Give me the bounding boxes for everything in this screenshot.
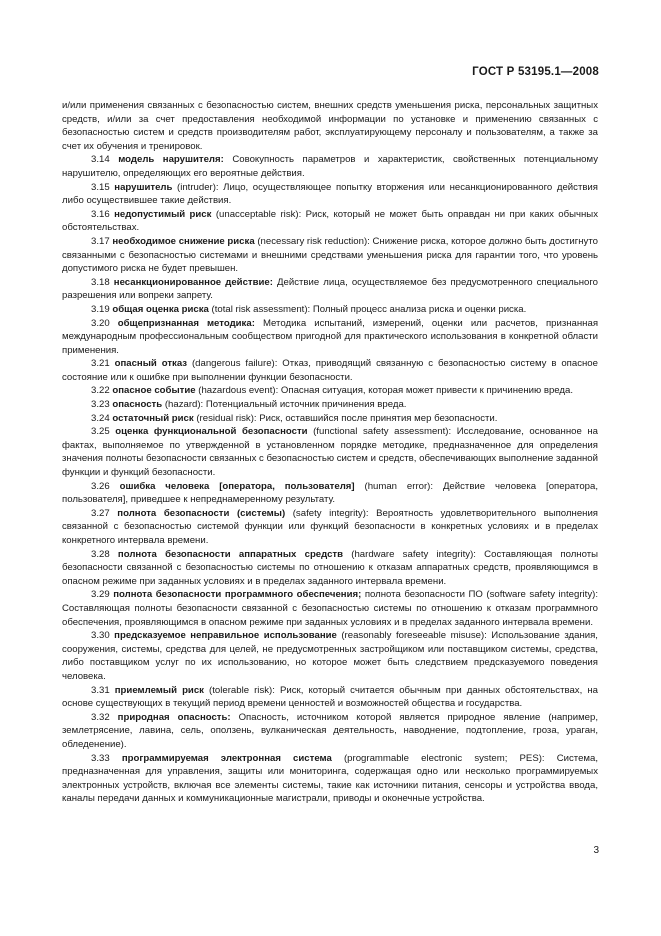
definition-term: полнота безопасности программного обеспечения;	[113, 589, 362, 601]
definition-number: 3.27	[91, 507, 110, 519]
definition-text: (necessary risk reduction): Снижение риска, которое должно быть достигнуто связанными с безопасностью системами и внешними средствами уменьшения риска для гарантии того, что уровень допустимого риска не будет превышен.	[62, 235, 598, 275]
definition-item	[62, 507, 598, 548]
definition-item	[62, 235, 598, 276]
definition-term: остаточный риск	[112, 412, 194, 424]
definition-item	[62, 412, 598, 426]
definition-text: (total risk assessment): Полный процесс анализа риска и оценки риска.	[208, 303, 527, 315]
definition-item	[62, 752, 598, 806]
definition-text: (unacceptable risk): Риск, который не может быть оправдан ни при каких обычных обстоятельствах.	[62, 208, 598, 234]
definition-text: (hardware safety integrity): Составляющая полноты безопасности связанной с безопасностью системы по отношению к отказам аппаратных средств, проявляющимся в опасном режиме при заданных условиях и в пределах заданного интервала времени.	[62, 548, 599, 587]
definition-text: (programmable electronic system; PES): Система, предназначенная для управления, защиты или мониторинга, содержащая одно или несколько программируемых электронных устройств, включая все элементы системы, такие как источники питания, сенсоры и устройства ввода, каналы передачи данных и коммуникационные магистрали, приводы и оконечные устройства.	[62, 752, 599, 805]
document-body	[62, 99, 598, 806]
definition-number: 3.25	[91, 426, 110, 438]
definition-number: 3.31	[91, 684, 110, 696]
definition-term: приемлемый риск	[114, 684, 204, 696]
definition-item	[62, 684, 598, 711]
definition-term: необходимое снижение риска	[112, 235, 255, 247]
definition-term: ошибка человека [оператора, пользователя]	[119, 480, 355, 492]
definition-item	[62, 384, 598, 398]
definition-text: (reasonably foreseeable misuse): Использование здания, сооружения, системы, средства для целей, не предусмотренных застройщиком или поставщиком системы, средства, либо поставщиком услуг по их использованию, но которое может быть следствием предсказуемого поведения человека.	[62, 630, 598, 682]
definition-term: общая оценка риска	[112, 303, 209, 315]
definition-item	[62, 181, 598, 208]
definition-number: 3.20	[91, 317, 110, 329]
definition-term: недопустимый риск	[114, 208, 212, 220]
intro-paragraph: и/или применения связанных с безопасностью систем, внешних средств уменьшения риска, персональных защитных средств, и/или за счет предоставления необходимой информации по установке и применению связанных с безопасностью систем и средств производителям работ, эксплуатирующему персоналу и пользователям, а также за счет их обучения и тренировок.	[62, 100, 598, 152]
definition-number: 3.32	[91, 711, 110, 723]
definition-item	[62, 303, 598, 317]
definition-text: (intruder): Лицо, осуществляющее попытку вторжения или несанкционированного действия либо осуществившее такие действия.	[62, 181, 598, 207]
definition-text: (human error): Действие человека [оператора, пользователя], приведшее к непреднамеренному результату.	[62, 480, 598, 506]
definition-term: опасное событие	[112, 385, 196, 397]
definition-number: 3.21	[91, 358, 110, 370]
definition-number: 3.29	[91, 589, 110, 601]
definition-text: (functional safety assessment): Исследование, основанное на фактах, выполняемое по утвержденной в установленном порядке методике, предназначенное для определения значения полноты безопасности связанных с безопасностью систем и средств, обеспечивающих выполнение заданной функции и функций безопасности.	[62, 426, 598, 479]
definition-text: Совокупность параметров и характеристик, свойственных потенциальному нарушителю, определяющих его вероятные действия.	[62, 154, 598, 179]
definition-item	[62, 208, 598, 235]
definition-number: 3.14	[91, 154, 110, 166]
definition-number: 3.17	[91, 235, 110, 247]
definition-text: (dangerous failure): Отказ, приводящий связанную с безопасностью систему в опасное состояние или к ошибке при выполнении функции безопасности.	[62, 358, 598, 383]
definition-item	[62, 153, 598, 180]
definition-number: 3.28	[91, 548, 110, 560]
definition-term: опасный отказ	[114, 358, 188, 370]
definition-text: (hazardous event): Опасная ситуация, которая может привести к причинению вреда.	[195, 385, 574, 397]
definition-term: общепризнанная методика:	[117, 317, 255, 329]
definition-item	[62, 398, 598, 412]
definition-term: природная опасность:	[117, 711, 231, 723]
definition-text: (safety integrity): Вероятность удовлетворительного выполнения связанной с безопасностью системой функции или функций безопасности в конкретных условиях и в пределах конкретного интервала времени.	[62, 507, 599, 546]
definition-item	[62, 425, 598, 479]
definition-item	[62, 317, 598, 358]
definition-term: полнота безопасности (системы)	[117, 507, 286, 519]
definition-term: оценка функциональной безопасности	[115, 426, 308, 438]
definition-item	[62, 276, 598, 303]
definition-text: (hazard): Потенциальный источник причинения вреда.	[162, 399, 407, 411]
definition-number: 3.18	[91, 276, 110, 288]
definition-text: Действие лица, осуществляемое без предусмотренного специального разрешения или вопреки запрету.	[62, 276, 599, 302]
definition-number: 3.24	[91, 412, 110, 424]
definition-number: 3.23	[91, 399, 110, 411]
definition-number: 3.26	[91, 480, 110, 492]
definition-term: предсказуемое неправильное использование	[114, 630, 337, 642]
definition-number: 3.30	[91, 630, 110, 642]
definition-number: 3.15	[91, 181, 110, 193]
definition-text: полнота безопасности ПО (software safety integrity): Составляющая полноты безопасности связанной с безопасностью системы по отношению к отказам программного обеспечения, проявляющимся в опасном режиме при заданных условиях и в пределах заданного интервала времени.	[62, 589, 599, 628]
definition-text: (tolerable risk): Риск, который считается обычным при данных обстоятельствах, на основе существующих в текущий период времени ценностей и возможностей общества и государства.	[62, 684, 598, 710]
definition-number: 3.33	[91, 752, 110, 764]
page-number: 3	[593, 845, 599, 856]
definition-number: 3.19	[91, 303, 110, 315]
definition-term: несанкционированное действие:	[113, 276, 273, 288]
definition-text: Методика испытаний, измерений, оценки или расчетов, признанная международным профессиональным сообществом пригодной для практического использования в конкретной области применения.	[62, 317, 599, 356]
definition-term: нарушитель	[114, 181, 173, 193]
standard-header: ГОСТ Р 53195.1—2008	[472, 66, 599, 78]
definition-number: 3.22	[91, 385, 110, 397]
definition-item	[62, 629, 598, 683]
definition-term: полнота безопасности аппаратных средств	[117, 548, 344, 560]
definition-item	[62, 357, 598, 384]
definition-item	[62, 711, 598, 752]
definition-text: Опасность, источником которой является природное явление (например, землетрясение, лавина, сель, оползень, вулканическая деятельность, наводнение, подтопление, гроза, ураган, обледенение).	[62, 711, 598, 750]
definition-item	[62, 588, 598, 629]
definition-term: программируемая электронная система	[121, 752, 332, 764]
definition-term: модель нарушителя:	[118, 154, 224, 166]
definition-term: опасность	[112, 399, 163, 411]
definition-text: (residual risk): Риск, оставшийся после принятия мер безопасности.	[193, 412, 498, 424]
definition-item	[62, 548, 598, 589]
definition-item	[62, 480, 598, 507]
definition-number: 3.16	[91, 208, 110, 220]
